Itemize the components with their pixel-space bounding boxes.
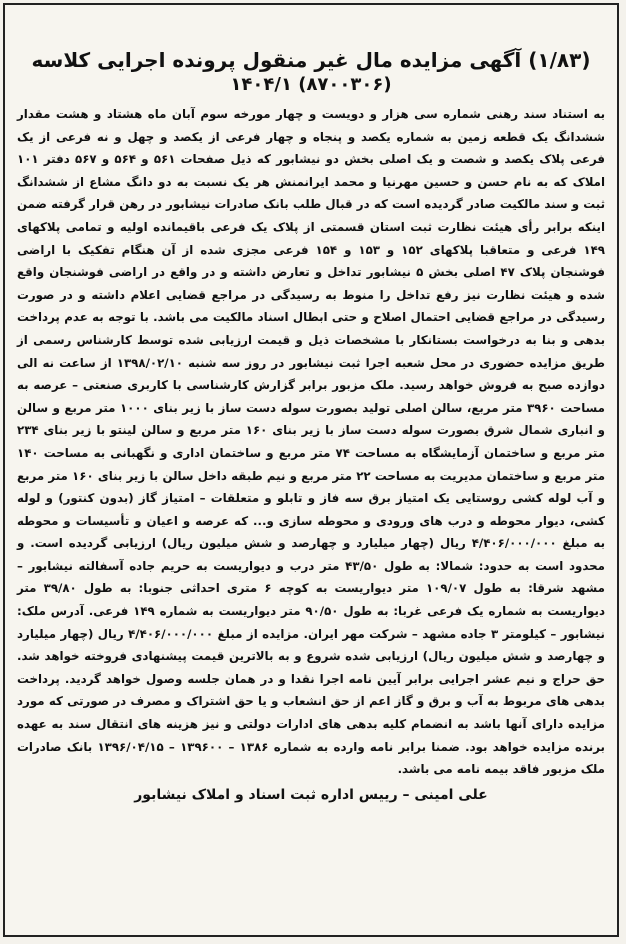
notice-frame — [3, 3, 619, 937]
notice-title: (۱/۸۳) آگهی مزایده مال غیر منقول پرونده اجرایی کلاسه — [31, 48, 591, 72]
notice-body: به استناد سند رهنی شماره سی هزار و دویست و چهار مورخه سوم آبان ماه هشتاد و هشت مقدار ششدانگ یک قطعه زمین به شماره یکصد و پنجاه و چهار فرعی از یکصد و چهل و نه فرعی از یک فرعی پلاک یکصد و شصت و یک اصلی بخش دو نیشابور که ذیل صفحات ۵۶۱ و ۵۶۴ و ۵۶۷ دفتر ۱۰۱ املاک که به نام حسن و حسین مهرنیا و محمد ایرانمنش هر یک نسبت به دو دانگ مشاع از ششدانگ ثبت و سند مالکیت صادر گردیده است که در قبال طلب بانک صادرات نیشابور در رهن قرار گرفته ضمن اینکه برابر رأی هیئت نظارت ثبت استان قسمتی از پلاک یک فرعی باقیمانده اولیه و تمامی پلاکهای ۱۴۹ فرعی و متعاقبا پلاکهای ۱۵۲ و ۱۵۳ و ۱۵۴ فرعی مجزی شده از آن هنگام تفکیک با اراضی فوشنجان پلاک ۴۷ اصلی بخش ۵ نیشابور تداخل و تعارض داشته و در واقع در اراضی فوشنجان واقع شده و هیئت نظارت نیز رفع تداخل را منوط به رسیدگی در مراجع قضایی اعلام داشته و در صورت رسیدگی در مراجع قضایی احتمال اصلاح و حتی ابطال اسناد مالکیت می باشد. با توجه به عدم پرداخت بدهی و بنا به درخواست بستانکار با مشخصات ذیل و قیمت ارزیابی شده توسط کارشناس رسمی از طریق مزایده حضوری در محل شعبه اجرا ثبت نیشابور در روز سه شنبه ۱۳۹۸/۰۲/۱۰ از ساعت نه الی دوازده صبح به فروش خواهد رسید. ملک مزبور برابر گزارش کارشناسی با کاربری صنعتی – عرصه به مساحت ۳۹۶۰ متر مربع، سالن اصلی تولید بصورت سوله دست ساز با زیر بنای ۱۰۰۰ متر مربع و سالن و انباری شمال شرق بصورت سوله دست ساز با زیر بنای ۱۶۰ متر مربع و سالن لینتو با زیر بنای ۲۳۴ متر مربع و ساختمان آزمایشگاه به مساحت ۷۴ متر مربع و ساختمان اداری و نگهبانی به مساحت ۱۴۰ متر مربع و ساختمان مدیریت به مساحت ۲۲ متر مربع و نیم طبقه داخل سالن با زیر بنای ۱۶۰ متر مربع و آب لوله کشی روستایی یک امتیاز برق سه فاز و تابلو و متعلقات – امتیاز گاز (بدون کنتور) و لوله کشی، دیوار محوطه و درب های ورودی و محوطه سازی و... که عرصه و اعیان و تأسیسات و محوطه به مبلغ ۴/۴۰۶/۰۰۰/۰۰۰ ریال (چهار میلیارد و چهارصد و شش میلیون ریال) ارزیابی گردیده است. و محدود است به حدود: شمالا: به طول ۴۳/۵۰ متر درب و دیواریست به حریم جاده آسفالته نیشابور – مشهد شرقا: به طول ۱۰۹/۰۷ متر دیواریست به کوچه ۶ متری احداثی جنوبا: به طول ۳۹/۸۰ متر دیواریست به شماره یک فرعی غربا: به طول ۹۰/۵۰ متر دیواریست به شماره ۱۴۹ فرعی. آدرس ملک: نیشابور – کیلومتر ۳ جاده مشهد – شرکت مهر ایران. مزایده از مبلغ ۴/۴۰۶/۰۰۰/۰۰۰ ریال (چهار میلیارد و چهارصد و شش میلیون ریال) ارزیابی شده شروع و به بالاترین قیمت پیشنهادی فروخته خواهد شد. حق حراج و نیم عشر اجرایی برابر آیین نامه اجرا نقدا و در همان جلسه وصول خواهد گردید. پرداخت بدهی های مربوط به آب و برق و گاز اعم از حق انشعاب و یا حق اشتراک و مصرف در صورتی که مورد مزایده دارای آنها باشد به انضمام کلیه بدهی های ادارات دولتی و نیز هزینه های انتقال سند به عهده برنده مزایده خواهد بود. ضمنا برابر نامه وارده به شماره ۱۳۸۶ – ۱۳۹۶۰۰ – ۱۳۹۶/۰۴/۱۵ بانک صادرات ملک مزبور فاقد بیمه نامه می باشد. — [17, 107, 606, 777]
signature-line: علی امینی – رییس اداره ثبت اسناد و املاک نیشابور — [134, 786, 488, 803]
case-number: (۸۷۰۰۳۰۶) ۱۴۰۴/۱ — [230, 74, 392, 95]
